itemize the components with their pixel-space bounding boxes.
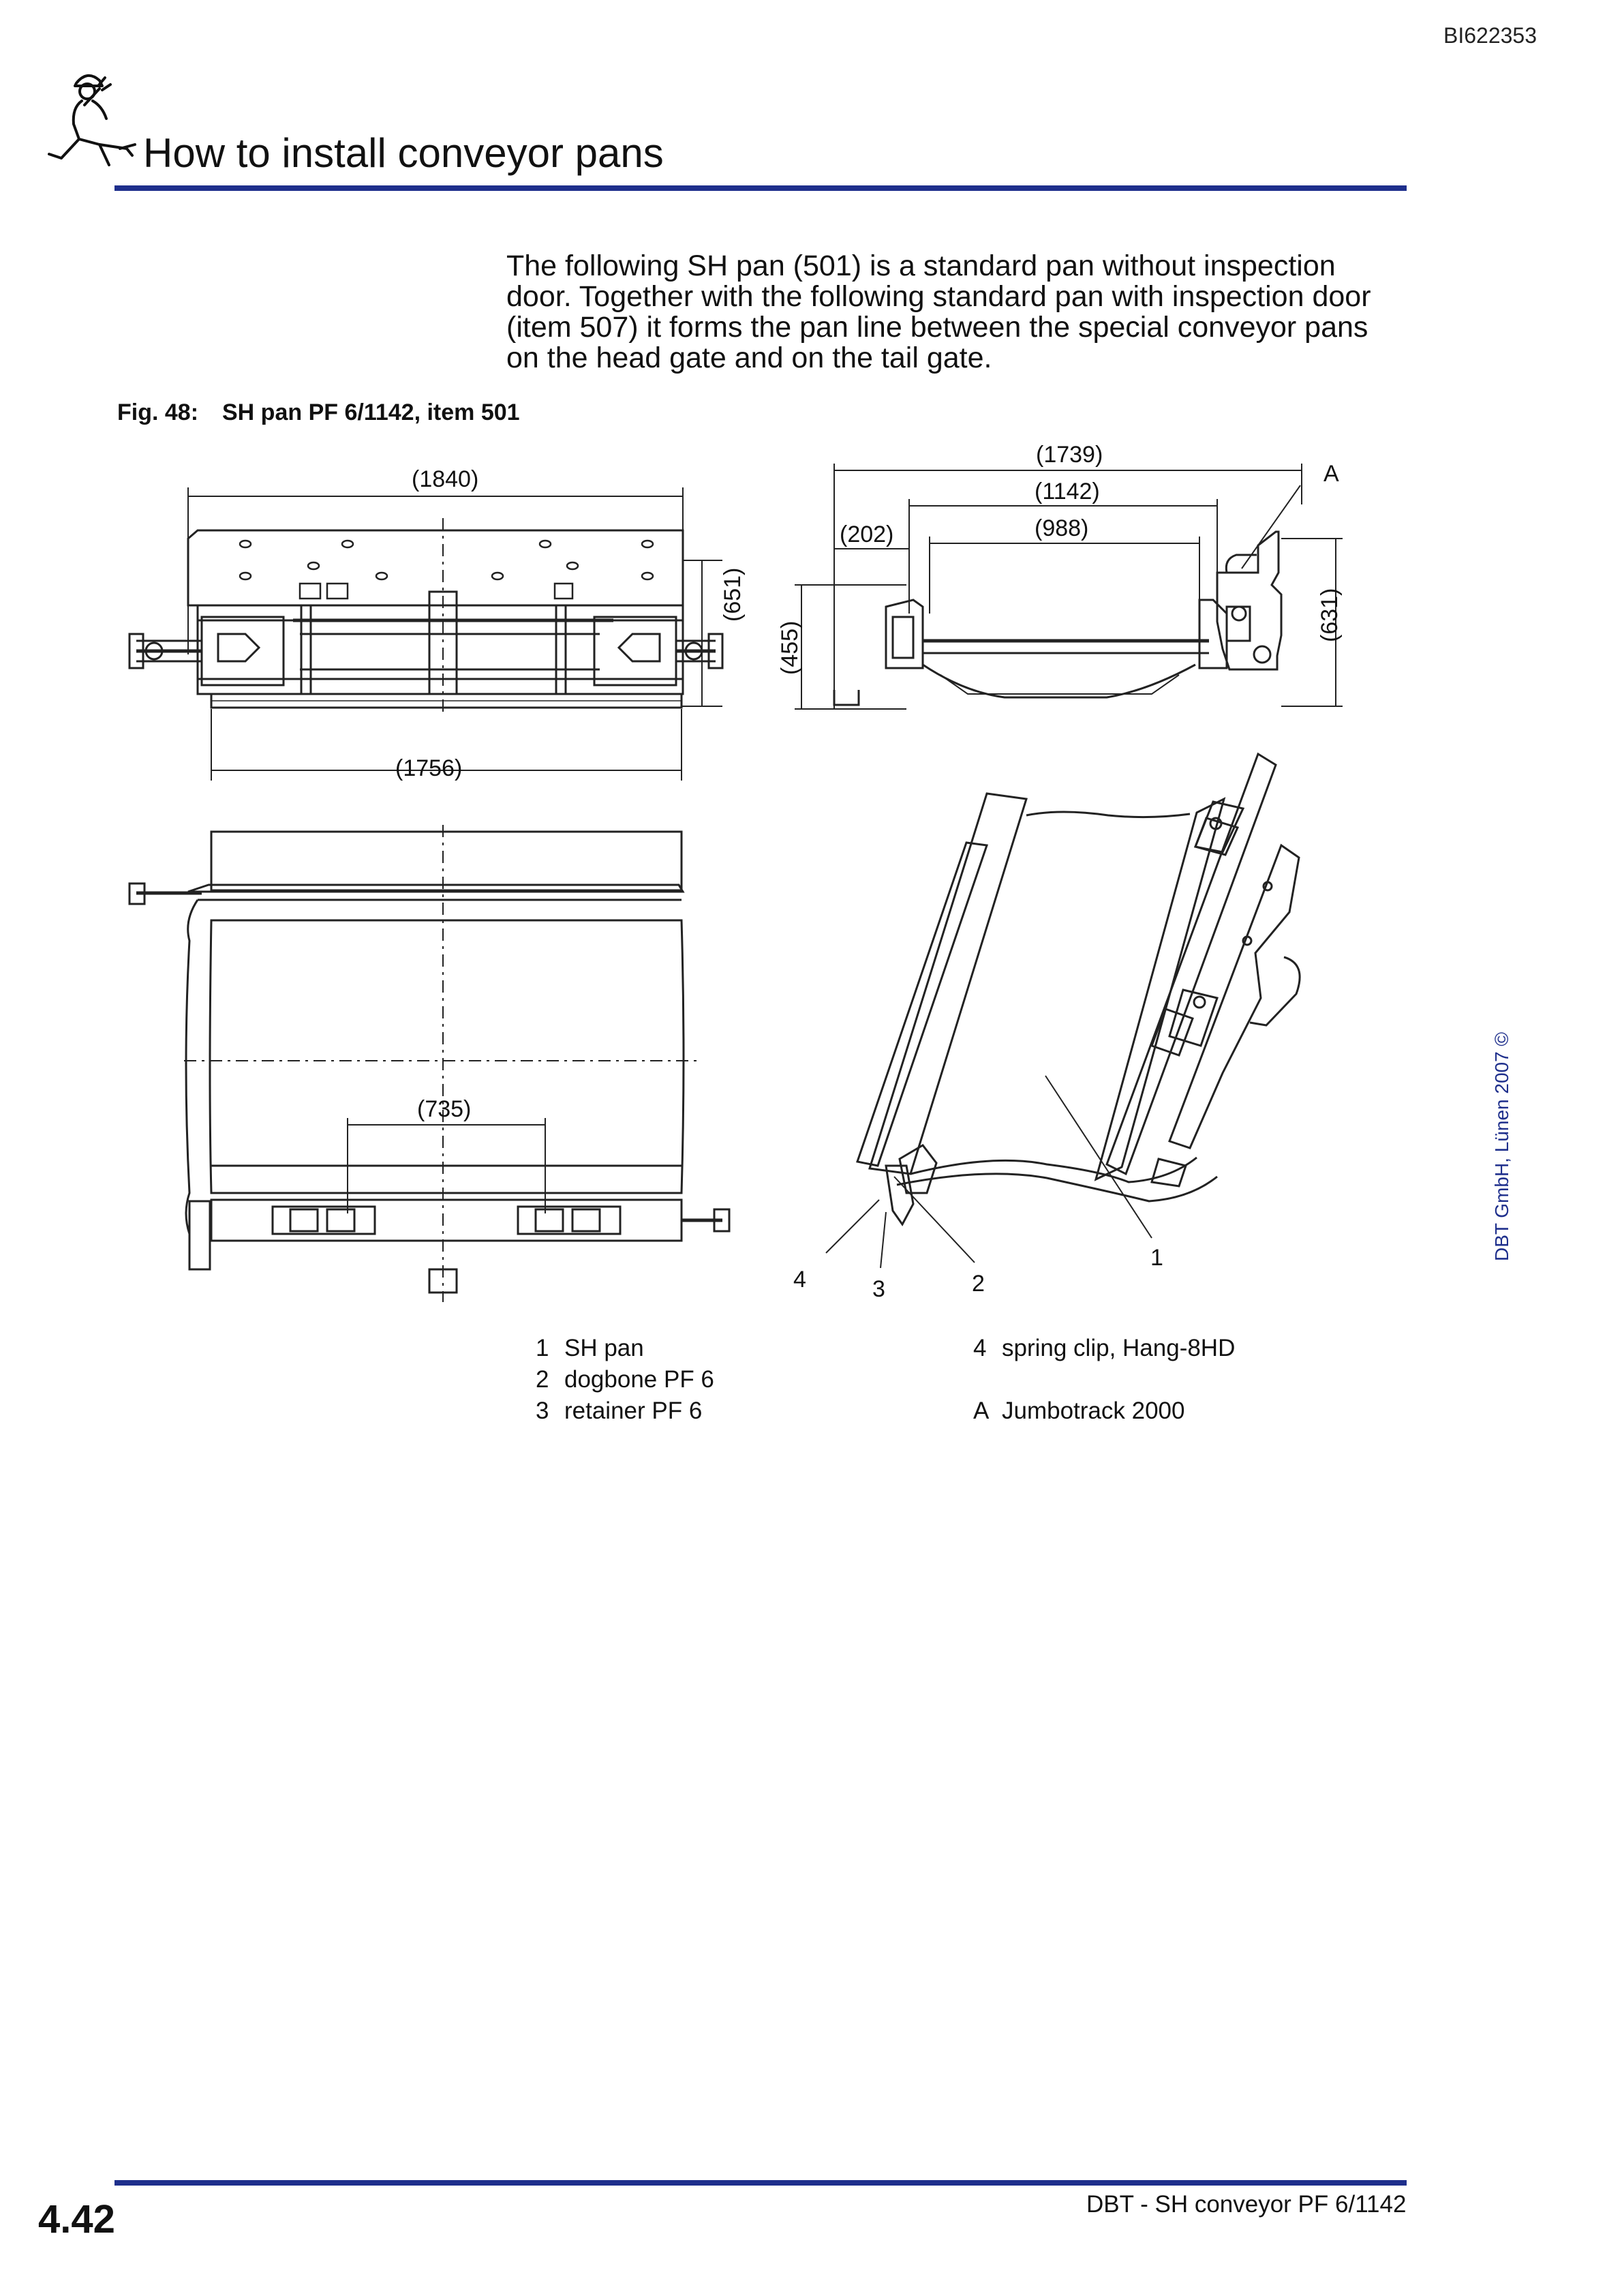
dim-1739: (1739) (1036, 442, 1103, 468)
dim-1840: (1840) (412, 466, 479, 492)
callout-1: 1 (1150, 1245, 1163, 1271)
page-number: 4.42 (38, 2197, 115, 2241)
legend-text: retainer PF 6 (564, 1398, 703, 1424)
legend-text: SH pan (564, 1335, 644, 1361)
legend-key: 3 (536, 1398, 549, 1424)
legend-text: spring clip, Hang-8HD (1002, 1335, 1236, 1361)
figure-number: Fig. 48: (117, 399, 199, 425)
callout-4: 4 (793, 1267, 806, 1293)
intro-line-2: door. Together with the following standard pan with inspection door (506, 280, 1371, 313)
document-id: BI622353 (1443, 23, 1537, 48)
legend-item-a (973, 1398, 1184, 1425)
intro-line-3: (item 507) it forms the pan line between the special conveyor pans (506, 311, 1368, 344)
plan-view (129, 825, 729, 1302)
dim-202: (202) (840, 522, 894, 547)
dim-988: (988) (1035, 515, 1089, 541)
legend-item-4 (973, 1335, 1235, 1362)
legend-key: A (973, 1398, 990, 1424)
figure-title: SH pan PF 6/1142, item 501 (222, 399, 520, 425)
callout-3: 3 (872, 1276, 885, 1302)
dim-1756: (1756) (395, 755, 463, 781)
callout-2: 2 (972, 1271, 985, 1297)
isometric-view (826, 754, 1300, 1268)
dim-735: (735) (417, 1096, 472, 1122)
legend-key: 2 (536, 1366, 549, 1393)
copyright-notice: DBT GmbH, Lünen 2007 © (1491, 1031, 1512, 1261)
intro-line-1: The following SH pan (501) is a standard pan without inspection (506, 250, 1336, 282)
legend-item-3 (536, 1398, 702, 1425)
dim-651: (651) (720, 567, 746, 622)
legend-key: 1 (536, 1335, 549, 1361)
legend-key: 4 (973, 1335, 987, 1361)
dim-1142: (1142) (1035, 479, 1100, 504)
dim-455: (455) (777, 620, 803, 675)
footer-rule (114, 2180, 1407, 2186)
footer-doc-title: DBT - SH conveyor PF 6/1142 (1086, 2191, 1407, 2218)
page-title: How to install conveyor pans (143, 130, 664, 176)
side-elevation-view (129, 487, 722, 781)
legend-item-2 (536, 1366, 714, 1393)
dim-631: (631) (1317, 588, 1343, 642)
legend-text: Jumbotrack 2000 (1002, 1398, 1185, 1424)
legend-text: dogbone PF 6 (564, 1366, 714, 1393)
callout-a: A (1323, 461, 1339, 487)
legend-item-1 (536, 1335, 644, 1362)
intro-line-4: on the head gate and on the tail gate. (506, 342, 992, 374)
